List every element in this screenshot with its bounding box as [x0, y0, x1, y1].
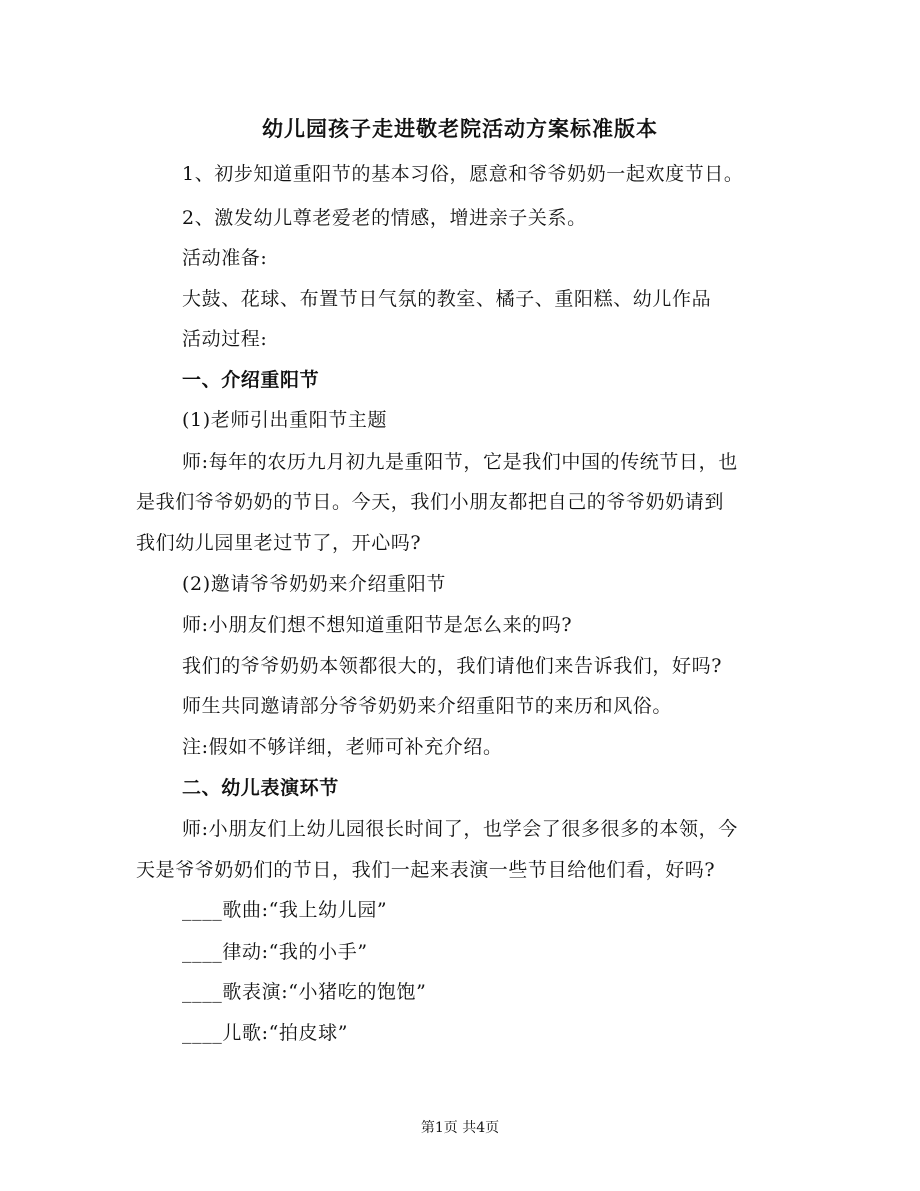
paragraph-preparation-items: 大鼓、花球、布置节日气氛的教室、橘子、重阳糕、幼儿作品	[182, 288, 712, 310]
paragraph-preparation-label: 活动准备:	[182, 247, 268, 269]
paragraph-teacher-3b: 天是爷爷奶奶们的节日，我们一起来表演一些节目给他们看，好吗?	[136, 859, 716, 881]
paragraph-teacher-1c: 我们幼儿园里老过节了，开心吗?	[136, 532, 422, 554]
paragraph-teacher-3a: 师:小朋友们上幼儿园很长时间了，也学会了很多很多的本领，今	[182, 818, 738, 840]
paragraph-grandparents: 我们的爷爷奶奶本领都很大的，我们请他们来告诉我们，好吗?	[182, 655, 722, 677]
paragraph-step-2: (2)邀请爷爷奶奶来介绍重阳节	[182, 573, 446, 595]
paragraph-goal-1: 1、初步知道重阳节的基本习俗，愿意和爷爷奶奶一起欢度节日。	[182, 163, 744, 185]
program-item-rhythm: ____律动:“我的小手”	[182, 941, 368, 963]
paragraph-teacher-2: 师:小朋友们想不想知道重阳节是怎么来的吗?	[182, 614, 573, 636]
page-number: 第1页 共4页	[420, 1120, 500, 1136]
program-item-rhyme: ____儿歌:“拍皮球”	[182, 1022, 349, 1044]
paragraph-note: 注:假如不够详细，老师可补充介绍。	[182, 736, 503, 758]
program-item-song: ____歌曲:“我上幼儿园”	[182, 899, 388, 921]
paragraph-invite: 师生共同邀请部分爷爷奶奶来介绍重阳节的来历和风俗。	[182, 695, 673, 717]
paragraph-step-1: (1)老师引出重阳节主题	[182, 409, 388, 431]
document-title: 幼儿园孩子走进敬老院活动方案标准版本	[262, 116, 658, 141]
program-item-song-performance: ____歌表演:“小猪吃的饱饱”	[182, 981, 427, 1003]
paragraph-process-label: 活动过程:	[182, 328, 268, 350]
paragraph-teacher-1a: 师:每年的农历九月初九是重阳节，它是我们中国的传统节日，也	[182, 451, 738, 473]
section-heading-1: 一、介绍重阳节	[182, 369, 320, 391]
section-heading-2: 二、幼儿表演环节	[182, 777, 339, 799]
paragraph-teacher-1b: 是我们爷爷奶奶的节日。今天，我们小朋友都把自己的爷爷奶奶请到	[136, 491, 725, 513]
paragraph-goal-2: 2、激发幼儿尊老爱老的情感，增进亲子关系。	[182, 207, 587, 229]
